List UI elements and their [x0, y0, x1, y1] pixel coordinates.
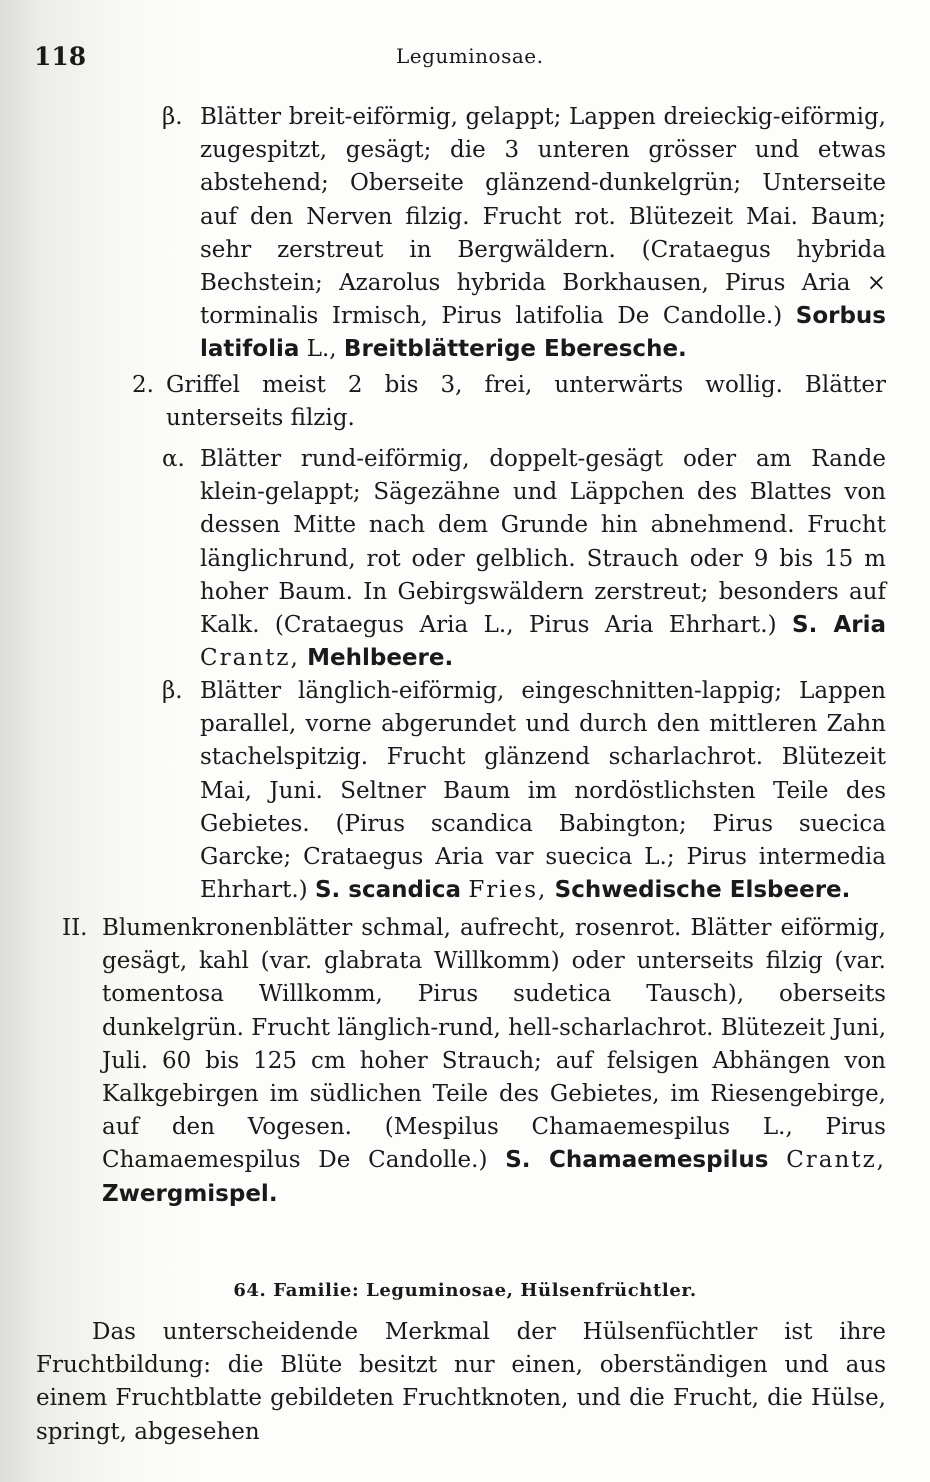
description: Griffel meist 2 bis 3, frei, unterwärts wollig. Blätter unterseits filzig. — [166, 372, 886, 432]
description: Blätter rund-eiförmig, doppelt-gesägt oder am Rande klein-gelappt; Sägezähne und Läppchen des Blattes von dessen Mitte nach dem Grunde hin abnehmend. Frucht länglichrund, rot oder gelblich. Strauch oder 9 bis 15 m hoher Baum. In Gebirgswäldern zerstreut; besonders auf Kalk. (Crataegus Aria L., Pirus Aria Ehrhart.) — [200, 446, 886, 639]
species-name: S. scandica — [314, 877, 461, 904]
description: Blätter breit-eiförmig, gelappt; Lappen dreieckig-eiförmig, zugespitzt, gesägt; die 3 unteren grösser und etwas abstehend; Oberseite glänzend-dunkelgrün; Unterseite auf den Nerven filzig. Frucht rot. Blütezeit Mai. Baum; sehr zerstreut in Bergwäldern. (Crataegus hybrida Bechstein; Azarolus hybrida Borkhausen, Pirus Aria — [200, 104, 886, 297]
species-author: Fries, — [468, 877, 548, 904]
key-label: β. — [162, 678, 183, 704]
cross-symbol: × — [866, 270, 886, 297]
family-heading: 64. Familie: Leguminosae, Hülsenfrüchtler. — [233, 1280, 697, 1301]
description-cont: torminalis Irmisch, Pirus latifolia De Candolle.) — [200, 303, 783, 330]
species-author: L., — [306, 336, 337, 363]
species-name: Sorbus latifolia — [200, 303, 886, 363]
species-name: S. Aria — [792, 612, 887, 639]
description: Blumenkronenblätter schmal, aufrecht, rosenrot. Blätter eiförmig, gesägt, kahl (var. glabrata Willkomm) oder unterseits filzig (var. tomentosa Willkomm, Pirus sudetica Tausch), oberseits dunkelgrün. Frucht länglich-rund, hell-scharlachrot. Blütezeit Juni, Juli. 60 bis 125 cm hoher Strauch; auf felsigen Abhängen von Kalkgebirgen im südlichen Teile des Gebietes, im Riesengebirge, auf den Vogesen. (Mespilus Chamaemespilus L., Pirus Chamaemespilus De Candolle.) — [102, 915, 886, 1174]
key-entry-beta-scandica — [162, 675, 886, 907]
key-label: 2. — [132, 372, 154, 398]
key-entry-alpha-aria — [162, 443, 887, 675]
species-name: S. Chamaemespilus — [505, 1147, 769, 1174]
family-paragraph: Das unterscheidende Merkmal der Hülsenfüchtler ist ihre Fruchtbildung: die Blüte besitzt nur einen, oberständigen und aus einem Fruchtblatte gebildeten Fruchtknoten, und die Frucht, die Hülse, springt, abgesehen — [36, 1319, 886, 1445]
page-number: 118 — [34, 42, 87, 71]
key-label: α. — [162, 446, 185, 472]
running-title: Leguminosae. — [396, 44, 544, 68]
key-label: II. — [62, 915, 88, 941]
key-entry-II-chamaemespilus — [62, 912, 886, 1211]
common-name: Zwergmispel. — [102, 1180, 278, 1207]
key-label: β. — [162, 104, 183, 130]
species-author: Crantz, — [786, 1147, 886, 1174]
key-entry-beta-latifolia — [162, 101, 886, 367]
common-name: Breitblätterige Eberesche. — [343, 336, 687, 363]
key-entry-2 — [132, 369, 886, 435]
common-name: Mehlbeere. — [307, 645, 454, 672]
species-author: Crantz, — [200, 645, 300, 672]
description: Blätter länglich-eiförmig, eingeschnitten-lappig; Lappen parallel, vorne abgerundet und durch den mittleren Zahn stachelspitzig. Frucht glänzend scharlachrot. Blütezeit Mai, Juni. Seltner Baum im nordöstlichsten Teile des Gebietes. (Pirus scandica Babington; Pirus suecica Garcke; Crataegus Aria var suecica L.; Pirus intermedia Ehrhart.) — [200, 678, 886, 904]
common-name: Schwedische Elsbeere. — [554, 877, 851, 904]
